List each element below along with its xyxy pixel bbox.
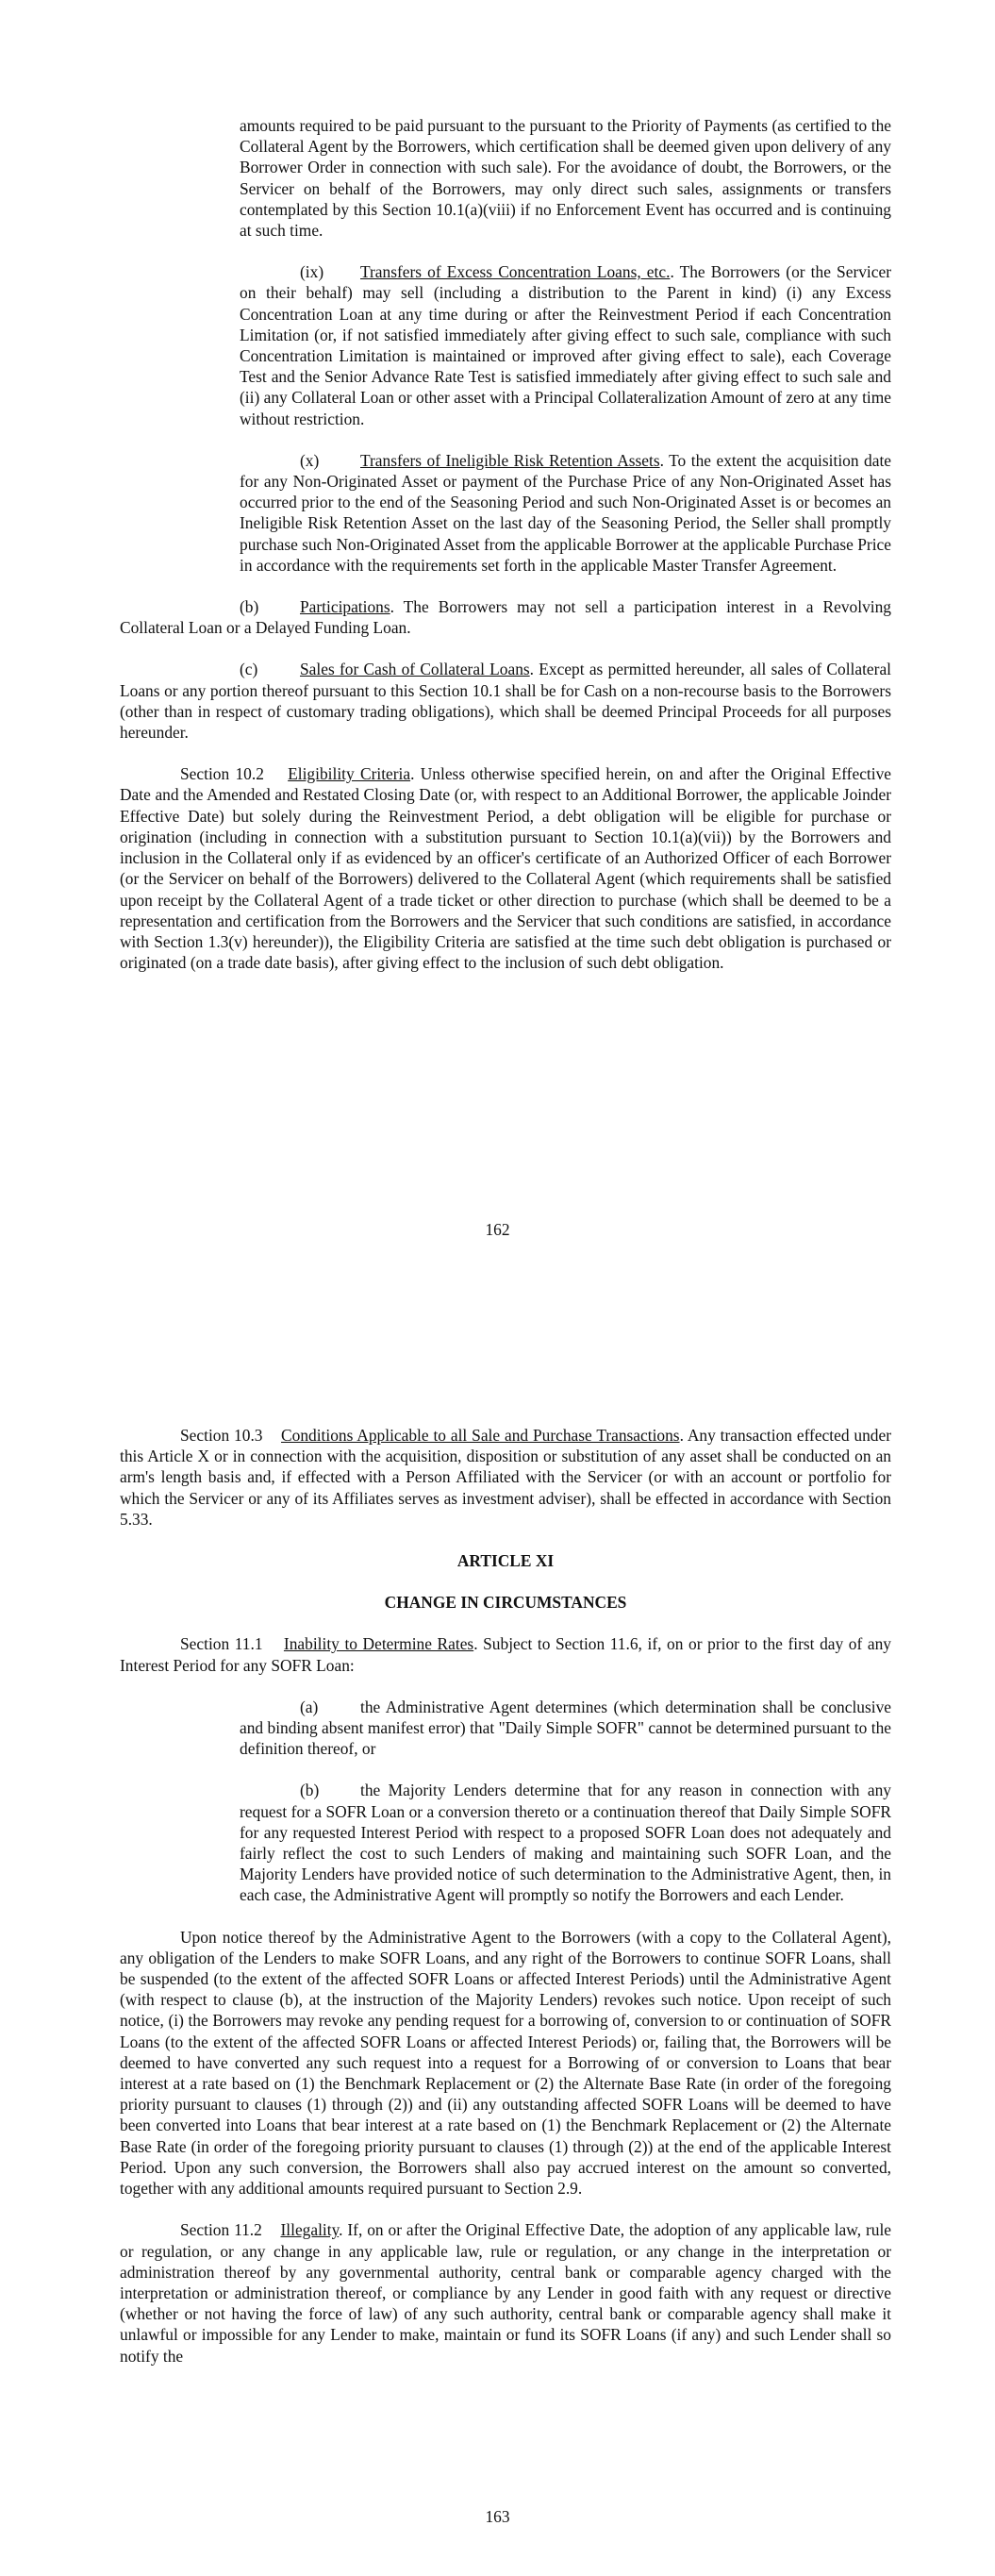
clause-title: Participations	[300, 597, 390, 617]
clause-title: Transfers of Excess Concentration Loans, etc.	[360, 262, 671, 282]
clause-title: Sales for Cash of Collateral Loans	[300, 660, 530, 679]
clause-text: . The Borrowers may not sell a participation interest in a Revolving Collateral Loan or a Delayed Funding Loan.	[120, 597, 891, 638]
clause-text: the Majority Lenders determine that for any reason in connection with any request for a SOFR Loan or a conversion thereto or a continuation thereof that Daily Simple SOFR for any requested Interest Period with respect to a proposed SOFR Loan does not adequately and fairly reflect the cost to such Lenders of making and maintaining such SOFR Loan, and the Majority Lenders have provided notice of such determination to the Administrative Agent, then, in each case, the Administrative Agent will promptly so notify the Borrowers and each Lender.	[240, 1781, 891, 1905]
clause-text: . Except as permitted hereunder, all sales of Collateral Loans or any portion thereof pursuant to this Section 10.1 shall be for Cash on a non-recourse basis to the Borrowers (other than in respect of customary trading obligations), which shall be deemed Principal Proceeds for all purposes hereunder.	[120, 660, 891, 743]
section-10-3	[120, 1425, 891, 1530]
paragraph-10-1-a-x	[120, 450, 891, 576]
clause-number: (b)	[300, 1781, 320, 1800]
document-page-163	[0, 1293, 995, 2576]
section-text: . Any transaction effected under this Article X or in connection with the acquisition, disposition or substitution of any asset shall be conducted on an arm's length basis and, if effected with a Person Affiliated with the Servicer (or with an account or portfolio for which the Servicer or any of its Affiliates serves as investment adviser), shall be effected in accordance with Section 5.33.	[120, 1426, 891, 1529]
section-label: Section 10.3	[180, 1426, 263, 1445]
section-label: Section 11.1	[180, 1634, 263, 1654]
paragraph-10-1-a-viii-continuation: amounts required to be paid pursuant to the pursuant to the Priority of Payments (as certified to the Collateral Agent by the Borrowers, which certification shall be deemed given upon delivery of any Borrower Order in connection with such sale). For the avoidance of doubt, the Borrowers, or the Servicer on behalf of the Borrowers, may only direct such sales, assignments or transfers contemplated by this Section 10.1(a)(viii) if no Enforcement Event has occurred and is continuing at such time.	[240, 116, 891, 241]
section-label: Section 11.2	[180, 2220, 262, 2240]
clause-number: (c)	[240, 660, 258, 679]
section-11-1	[120, 1633, 891, 1675]
section-text: . If, on or after the Original Effective Date, the adoption of any applicable law, rule or regulation, or any change in any applicable law, rule or regulation, or any change in the interpretation or administration thereof by any governmental authority, central bank or comparable agency charged with the interpretation or administration thereof, or compliance by any Lender in good faith with any request or directive (whether or not having the force of law) of any such authority, central bank or comparable agency shall make it unlawful or impossible for any Lender to make, maintain or fund its SOFR Loans (if any) and such Lender shall so notify the	[120, 2220, 891, 2366]
clause-text: the Administrative Agent determines (which determination shall be conclusive and binding absent manifest error) that "Daily Simple SOFR" cannot be determined pursuant to the definition thereof, or	[240, 1697, 891, 1759]
article-heading: ARTICLE XI	[456, 1551, 555, 1571]
page-number: 162	[485, 1220, 510, 1239]
section-title: Eligibility Criteria	[288, 764, 411, 784]
paragraph-10-1-c	[120, 659, 891, 743]
clause-title: Transfers of Ineligible Risk Retention Assets	[360, 450, 660, 470]
clause-text: . The Borrowers (or the Servicer on their behalf) may sell (including a distribution to the Parent in kind) (i) any Excess Concentration Loan at any time during or after the Reinvestment Period if each Concentration Limitation (or, if not satisfied immediately after giving effect to such sale, compliance with such Concentration Limitation is maintained or improved after giving effect to sale), each Coverage Test and the Senior Advance Rate Test is satisfied immediately after giving effect to such sale and (ii) any Collateral Loan or other asset with a Principal Collateralization Amount of zero at any time without restriction.	[240, 262, 891, 428]
paragraph-11-1-b	[120, 1780, 891, 1905]
section-title: Conditions Applicable to all Sale and Purchase Transactions	[281, 1426, 680, 1445]
article-title: CHANGE IN CIRCUMSTANCES	[384, 1593, 627, 1613]
paragraph-upon-notice: Upon notice thereof by the Administrative Agent to the Borrowers (with a copy to the Collateral Agent), any obligation of the Lenders to make SOFR Loans, and any right of the Borrowers to continue SOFR Loans, shall be suspended (to the extent of the affected SOFR Loans or affected Interest Periods) until the Administrative Agent (with respect to clause (b), at the instruction of the Majority Lenders) revokes such notice. Upon receipt of such notice, (i) the Borrowers may revoke any pending request for a borrowing of, conversion to or continuation of SOFR Loans (to the extent of the affected SOFR Loans or affected Interest Periods) or, failing that, the Borrowers will be deemed to have converted any such request into a request for a Borrowing of or conversion to Loans that bear interest at a rate based on (1) the Benchmark Replacement or (2) the Alternate Base Rate (in order of the foregoing priority pursuant to clauses (1) through (2)) and (ii) any outstanding affected SOFR Loans will be deemed to have been converted into Loans that bear interest at a rate based on (1) the Benchmark Replacement or (2) the Alternate Base Rate (in order of the foregoing priority pursuant to clauses (1) through (2)) at the end of the applicable Interest Period. Upon any such conversion, the Borrowers shall also pay accrued interest on the amount so converted, together with any additional amounts required pursuant to Section 2.9.	[120, 1927, 891, 2199]
section-title: Inability to Determine Rates	[283, 1634, 474, 1654]
section-title: Illegality	[280, 2220, 340, 2240]
section-label: Section 10.2	[180, 764, 264, 784]
clause-number: (x)	[300, 450, 320, 470]
page-162-body	[120, 115, 891, 973]
page-number: 163	[485, 2507, 510, 2526]
section-11-2	[120, 2219, 891, 2366]
section-text: . Subject to Section 11.6, if, on or prior to the first day of any Interest Period for any SOFR Loan:	[120, 1634, 891, 1675]
clause-number: (b)	[240, 597, 259, 617]
paragraph-10-1-a-ix	[120, 261, 891, 429]
clause-number: (ix)	[300, 262, 324, 282]
section-10-2	[120, 763, 891, 973]
page-163-body	[120, 1425, 891, 2367]
section-text: . Unless otherwise specified herein, on and after the Original Effective Date and the Amended and Restated Closing Date (or, with respect to an Additional Borrower, the applicable Joinder Effective Date) but solely during the Reinvestment Period, a debt obligation will be eligible for purchase or origination (including in connection with a substitution pursuant to Section 10.1(a)(vii)) by the Borrowers and inclusion in the Collateral only if as evidenced by an officer's certificate of an Authorized Officer of each Borrower (or the Servicer on behalf of the Borrowers) delivered to the Collateral Agent (which requirements shall be satisfied upon receipt by the Collateral Agent of a trade ticket or other direction to purchase (which shall be deemed to be a representation and certification from the Borrowers and the Servicer that such conditions are satisfied, in accordance with Section 1.3(v) hereunder)), the Eligibility Criteria are satisfied at the time such debt obligation is purchased or originated (on a trade date basis), after giving effect to the inclusion of such debt obligation.	[120, 764, 891, 973]
clause-number: (a)	[300, 1697, 319, 1716]
clause-text: . To the extent the acquisition date for any Non-Originated Asset or payment of the Purchase Price of any Non-Originated Asset has occurred prior to the end of the Seasoning Period and such Non-Originated Asset is or becomes an Ineligible Risk Retention Asset on the last day of the Seasoning Period, the Seller shall promptly purchase such Non-Originated Asset from the applicable Borrower at the applicable Purchase Price in accordance with the requirements set forth in the applicable Master Transfer Agreement.	[240, 450, 891, 575]
paragraph-10-1-b	[120, 596, 891, 638]
paragraph-11-1-a	[120, 1697, 891, 1760]
